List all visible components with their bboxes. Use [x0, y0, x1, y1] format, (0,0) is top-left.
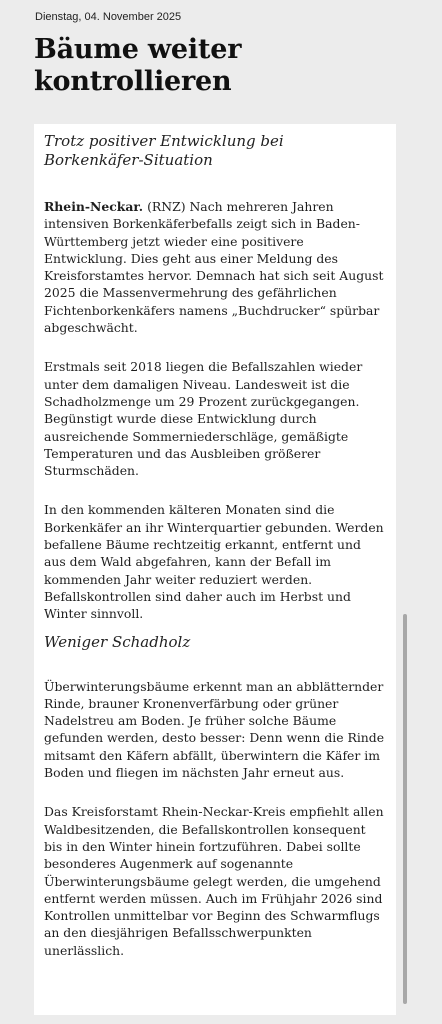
section-heading: Weniger Schadholz — [44, 632, 191, 651]
article-date: Dienstag, 04. November 2025 — [35, 11, 182, 23]
scrollbar[interactable] — [403, 614, 407, 1004]
paragraph-3: In den kommenden kälteren Monaten sind die Borkenkäfer an ihr Winterquartier gebunden. Werden befallene Bäume rechtzeitig erkannt, entfernt und aus dem Wald abgefahren, kann der Befall im kommenden Jahr weiter reduziert werden. Befallskontrollen sind daher auch im Herbst und Winter sinnvoll. — [44, 502, 384, 622]
article-body — [34, 124, 396, 1015]
article-subtitle: Trotz positiver Entwicklung bei Borkenkäfer-Situation — [44, 132, 284, 169]
paragraph-4: Überwinterungsbäume erkennt man an abblätternder Rinde, brauner Kronenverfärbung oder grüner Nadelstreu am Boden. Je früher solche Bäume gefunden werden, desto besser: Denn wenn die Rinde mitsamt den Käfern abfällt, überwintern die Käfer im Boden und fliegen im nächsten Jahr erneut aus. — [44, 678, 385, 781]
paragraph-2: Erstmals seit 2018 liegen die Befallszahlen wieder unter dem damaligen Niveau. Landesweit ist die Schadholzmenge um 29 Prozent zurückgegangen. Begünstigt wurde diese Entwicklung durch ausreichende Sommerniederschläge, gemäßigte Temperaturen und das Ausbleiben größerer Sturmschäden. — [44, 359, 363, 479]
article-title: Bäume weiter kontrollieren — [34, 34, 242, 97]
dateline: Rhein-Neckar. — [44, 199, 144, 214]
paragraph-1-text: (RNZ) Nach mehreren Jahren intensiven Borkenkäferbefalls zeigt sich in Baden-Württemberg jetzt wieder eine positivere Entwicklung. Dies geht aus einer Meldung des Kreisforstamtes hervor. Demnach hat sich seit August 2025 die Massenvermehrung des gefährlichen Fichtenborkenkäfers namens „Buchdrucker“ spürbar abgeschwächt. — [44, 199, 384, 336]
paragraph-5: Das Kreisforstamt Rhein-Neckar-Kreis empfiehlt allen Waldbesitzenden, die Befallskontrollen konsequent bis in den Winter hinein fortzuführen. Dabei sollte besonderes Augenmerk auf sogenannte Überwinterungsbäume gelegt werden, die umgehend entfernt werden müssen. Auch im Frühjahr 2026 sind Kontrollen unmittelbar vor Beginn des Schwarmflugs an den diesjährigen Befallsschwerpunkten unerlässlich. — [44, 804, 384, 958]
paragraph-1 — [44, 198, 386, 336]
